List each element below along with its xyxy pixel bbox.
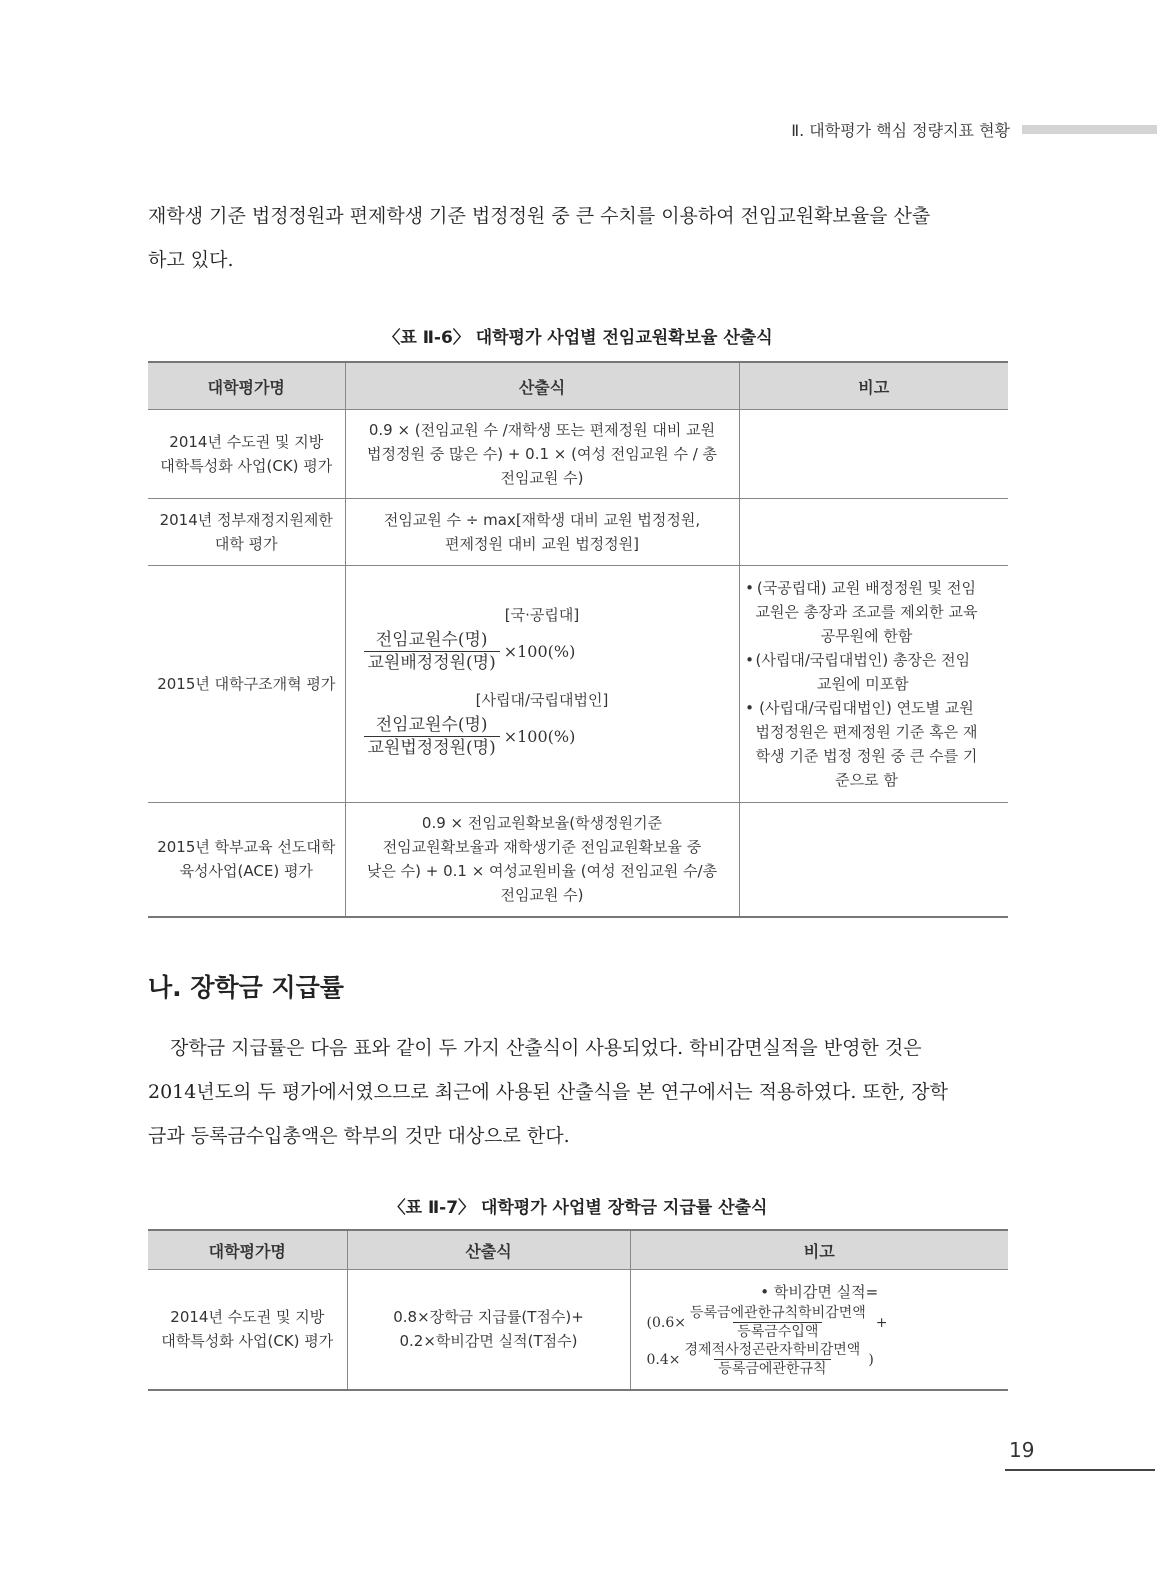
cell-line: 2014년 정부재정지원제한 [159, 511, 333, 529]
eval-name-cell [148, 499, 345, 566]
table-row [148, 566, 1008, 803]
numerator: 전임교원수(명) [375, 630, 488, 650]
column-header: 대학평가명 [148, 1230, 347, 1270]
note-cell [739, 566, 1008, 803]
bullet: • [745, 651, 754, 669]
formula-prefix: 0.4× [646, 1351, 681, 1368]
cell-line: 2014년 수도권 및 지방 [170, 1308, 325, 1327]
table1 [148, 361, 1008, 918]
cell-line: 편제정원 대비 교원 법정정원] [444, 535, 640, 553]
denominator: 교원배정정원(명) [364, 651, 500, 674]
table-row [148, 803, 1008, 917]
note-line: (사립대/국립대법인) 연도별 교원 [759, 699, 974, 717]
fraction [681, 1341, 865, 1378]
column-header: 비고 [630, 1230, 1008, 1270]
cell-line: 0.2×학비감면 실적(T점수) [399, 1332, 578, 1351]
table2 [148, 1229, 1008, 1391]
formula-label: [사립대/국립대법인] [475, 691, 609, 709]
multiplier: ×100(%) [503, 726, 576, 746]
numerator: 전임교원수(명) [375, 715, 488, 735]
fraction [364, 714, 500, 759]
table2-header-row [148, 1230, 1008, 1270]
fraction-formula [364, 714, 735, 759]
denominator: 교원법정정원(명) [364, 736, 500, 759]
table-row [148, 499, 1008, 566]
formula-cell [345, 410, 739, 499]
formula-suffix: + [875, 1314, 888, 1331]
column-header: 대학평가명 [148, 362, 345, 410]
eval-name-cell [148, 803, 345, 917]
body-line: 금과 등록금수입총액은 학부의 것만 대상으로 한다. [148, 1125, 570, 1147]
cell-line: 대학특성화 사업(CK) 평가 [160, 457, 333, 475]
eval-name-cell: 2015년 대학구조개혁 평가 [148, 566, 345, 803]
intro-line: 하고 있다. [148, 249, 234, 271]
note-cell [630, 1270, 1008, 1390]
note-line: 법정정원은 편제정원 기준 혹은 재 [755, 723, 978, 741]
formula-cell [345, 499, 739, 566]
bullet: • [745, 579, 754, 597]
note-line: 교원에 미포함 [816, 675, 909, 693]
formula-prefix: (0.6× [646, 1314, 686, 1331]
running-header-title: Ⅱ. 대학평가 핵심 정량지표 현황 [791, 120, 1010, 140]
page-number: 19 [1009, 1438, 1035, 1462]
note-title: • 학비감면 실적= [760, 1283, 879, 1302]
note-line: (국공립대) 교원 배정정원 및 전임 [756, 579, 977, 597]
note-cell [739, 499, 1008, 566]
cell-line: 0.8×장학금 지급률(T점수)+ [393, 1308, 584, 1327]
denominator: 등록금수입액 [733, 1322, 822, 1341]
cell-line: 2014년 수도권 및 지방 [169, 433, 324, 451]
bullet: • [745, 699, 754, 717]
table-row [148, 410, 1008, 499]
cell-line: 육성사업(ACE) 평가 [179, 862, 313, 881]
eval-name-cell [148, 410, 345, 499]
note-cell [739, 410, 1008, 499]
fraction-formula [364, 629, 735, 674]
fraction-formula [647, 1341, 1005, 1378]
cell-line: 전임교원확보율과 재학생기준 전임교원확보율 중 [382, 838, 702, 857]
table1-header-row [148, 362, 1008, 410]
multiplier: ×100(%) [503, 641, 576, 661]
intro-line: 재학생 기준 법정정원과 편제학생 기준 법정정원 중 큰 수치를 이용하여 전임교원확보율을 산출 [148, 205, 931, 227]
intro-paragraph [148, 194, 1008, 282]
cell-line: 낮은 수) + 0.1 × 여성교원비율 (여성 전임교원 수/총 [366, 862, 718, 881]
cell-line: 법정정원 중 많은 수) + 0.1 × (여성 전임교원 수 / 총 [366, 445, 718, 463]
running-header [791, 116, 1157, 142]
body-line: 장학금 지급률은 다음 표와 같이 두 가지 산출식이 사용되었다. 학비감면실적을 반영한 것은 [170, 1037, 922, 1059]
body-line: 2014년도의 두 평가에서였으므로 최근에 사용된 산출식을 본 연구에서는 적용하였다. 또한, 장학 [148, 1081, 948, 1103]
numerator: 경제적사정곤란자학비감면액 [684, 1342, 861, 1359]
fraction-formula [647, 1304, 1005, 1341]
note-line: 교원은 총장과 조교를 제외한 교육 [755, 603, 978, 621]
note-line: 공무원에 한함 [820, 627, 913, 645]
cell-line: 전임교원 수) [500, 469, 584, 487]
cell-line: 0.9 × (전임교원 수 /재학생 또는 편제정원 대비 교원 [368, 421, 716, 439]
denominator: 등록금에관한규칙 [714, 1359, 830, 1378]
section-heading: 나. 장학금 지급률 [148, 973, 344, 1002]
note-cell [739, 803, 1008, 917]
table2-caption: 〈표 Ⅱ-7〉 대학평가 사업별 장학금 지급률 산출식 [388, 1198, 768, 1218]
column-header: 산출식 [347, 1230, 630, 1270]
cell-line: 대학특성화 사업(CK) 평가 [161, 1332, 334, 1351]
cell-line: 전임교원 수) [500, 886, 584, 905]
formula-cell [345, 803, 739, 917]
formula-cell [345, 566, 739, 803]
cell-line: 대학 평가 [214, 535, 278, 553]
formula-suffix: ) [868, 1351, 874, 1368]
note-line: 준으로 함 [835, 771, 898, 789]
body-paragraph [148, 1026, 1008, 1158]
cell-line: 전임교원 수 ÷ max[재학생 대비 교원 법정정원, [383, 511, 701, 529]
formula-cell [347, 1270, 630, 1390]
note-line: 학생 기준 법정 정원 중 큰 수를 기 [755, 747, 978, 765]
table-row [148, 1270, 1008, 1390]
cell-line: 0.9 × 전임교원확보율(학생정원기준 [421, 814, 663, 833]
note-item [744, 576, 1005, 648]
eval-name-cell [148, 1270, 347, 1390]
header-accent-bar [1022, 125, 1157, 134]
numerator: 등록금에관한규칙학비감면액 [689, 1305, 866, 1322]
formula-label: [국·공립대] [504, 606, 580, 624]
note-item [744, 696, 1005, 792]
page-number-rule [1005, 1469, 1155, 1471]
note-item [744, 648, 1005, 696]
cell-line: 2015년 학부교육 선도대학 [157, 838, 336, 857]
column-header: 비고 [739, 362, 1008, 410]
note-line: (사립대/국립대법인) 총장은 전임 [755, 651, 971, 669]
fraction [686, 1304, 870, 1341]
column-header: 산출식 [345, 362, 739, 410]
fraction [364, 629, 500, 674]
table1-caption: 〈표 Ⅱ-6〉 대학평가 사업별 전임교원확보율 산출식 [383, 328, 773, 348]
